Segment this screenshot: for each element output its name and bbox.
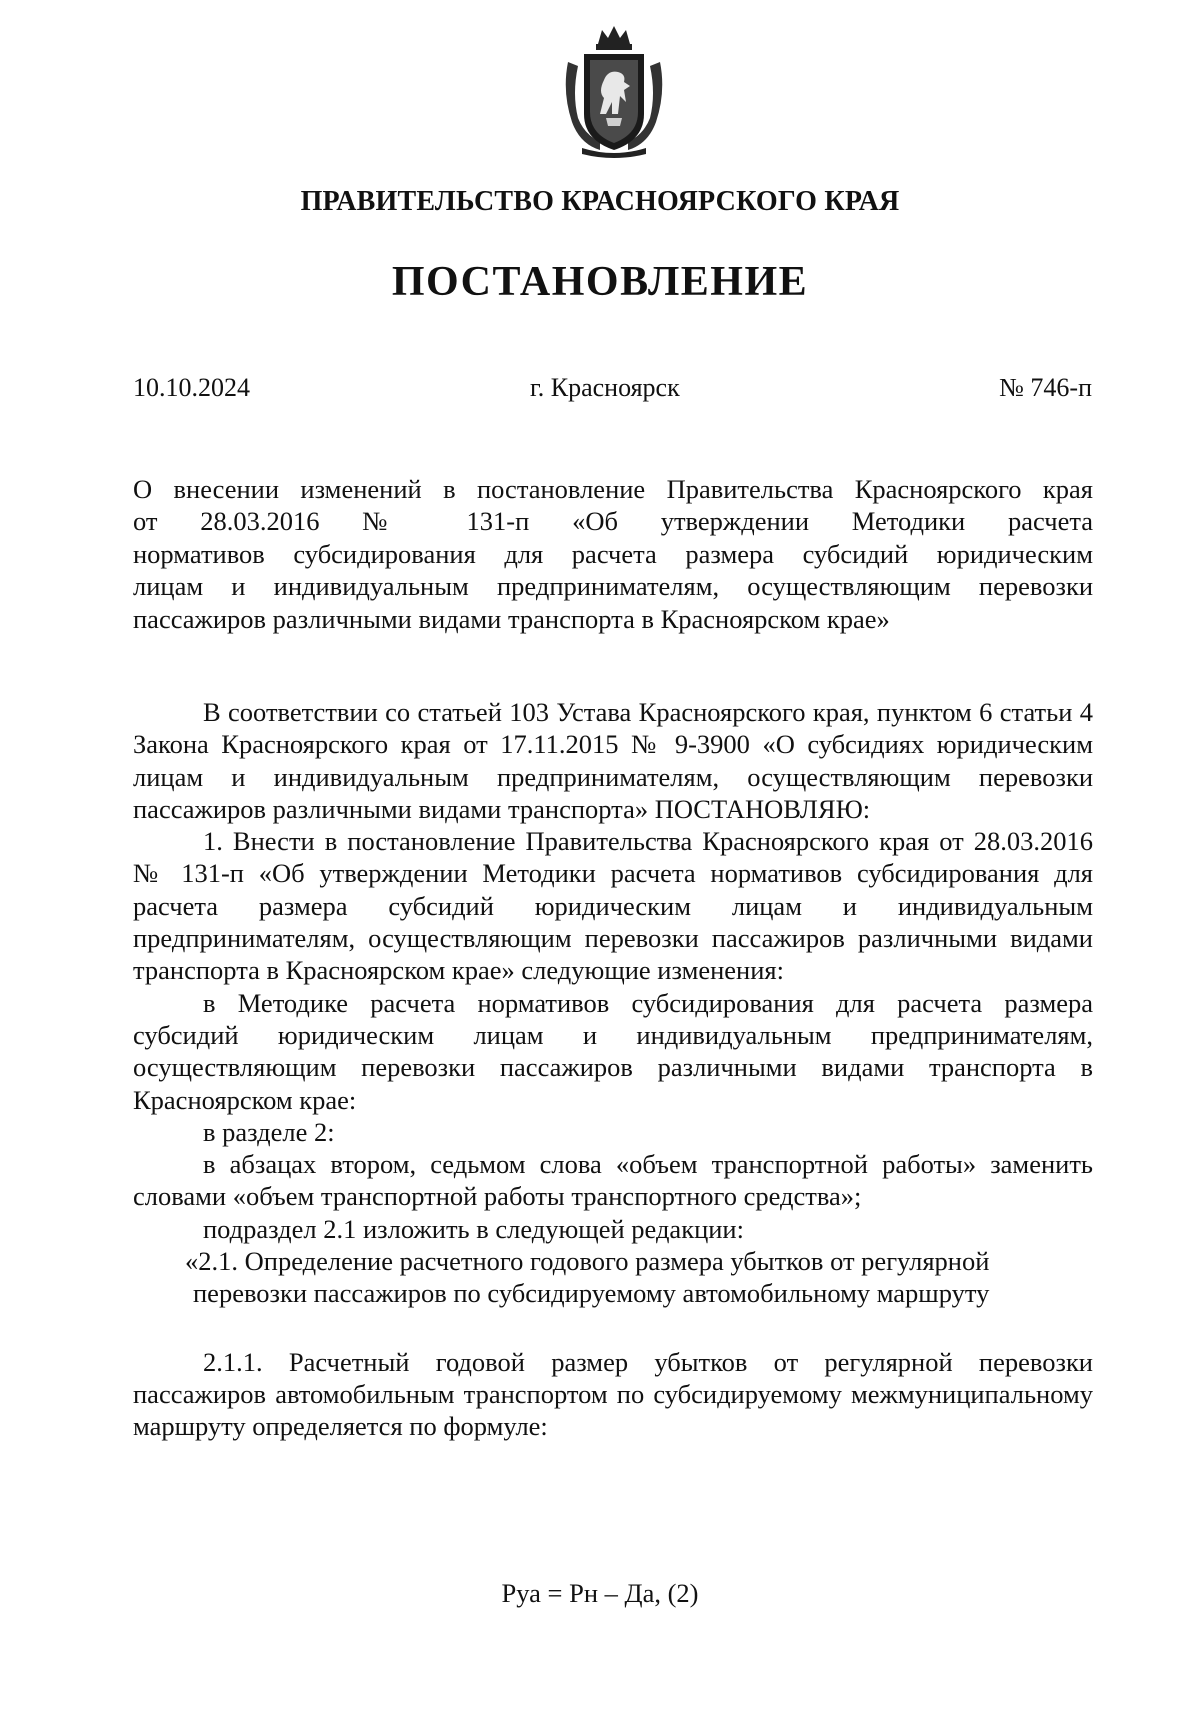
methodology-paragraph: в Методике расчета нормативов субсидирования для расчета размера субсидий юридическим лицам и индивидуальным предпринимателям, осуществляющим перевозки пассажиров различными видами транспорта в Красноярском крае:: [133, 987, 1093, 1115]
clause-2-1-1-paragraph: 2.1.1. Расчетный годовой размер убытков от регулярной перевозки пассажиров автомобильным транспортом по субсидируемому межмуниципальному маршруту определяется по формуле:: [133, 1346, 1093, 1442]
paragraphs-change-paragraph: в абзацах втором, седьмом слова «объем транспортной работы» заменить словами «объем транспортной работы транспортного средства»;: [133, 1149, 1093, 1212]
section-2-paragraph: в разделе 2:: [203, 1116, 335, 1147]
subject-line: нормативов субсидирования для расчета размера субсидий юридическим: [133, 538, 1093, 569]
document-body: [133, 696, 1093, 1443]
subsection-heading-line: «2.1. Определение расчетного годового размера убытков от регулярной: [185, 1246, 990, 1277]
spacer: [133, 1310, 1093, 1346]
document-type-title: ПОСТАНОВЛЕНИЕ: [391, 259, 809, 305]
document-city: г. Красноярск: [530, 373, 680, 402]
subject-line: О внесении изменений в постановление Правительства Красноярского края: [133, 474, 1093, 504]
document-date: 10.10.2024: [133, 373, 250, 402]
subsection-change-paragraph: подраздел 2.1 изложить в следующей редакции:: [203, 1213, 744, 1244]
subsection-heading: [133, 1245, 1085, 1310]
subject-line: от 28.03.2016 № 131-п «Об утверждении Методики расчета: [133, 506, 1093, 537]
subject-line: пассажиров различными видами транспорта в Красноярском крае»: [133, 603, 890, 634]
preamble-paragraph: В соответствии со статьей 103 Устава Красноярского края, пунктом 6 статьи 4 Закона Красноярского края от 17.11.2015 № 9-3900 «О субсидиях юридическим лицам и индивидуальным предпринимателям, осуществляющим перевозки пассажиров различными видами транспорта» ПОСТАНОВЛЯЮ:: [133, 697, 1093, 824]
formula: Руа = Рн – Да, (2): [501, 1578, 699, 1608]
document-number: № 746-п: [999, 373, 1092, 402]
government-title: ПРАВИТЕЛЬСТВО КРАСНОЯРСКОГО КРАЯ: [300, 186, 900, 217]
krasnoyarsk-coat-of-arms-icon: [560, 22, 668, 158]
subsection-heading-line: перевозки пассажиров по субсидируемому автомобильному маршруту: [193, 1278, 990, 1309]
document-subject: [133, 473, 1093, 635]
subject-line: лицам и индивидуальным предпринимателям, осуществляющим перевозки: [133, 571, 1093, 602]
item-1-paragraph: 1. Внести в постановление Правительства Красноярского края от 28.03.2016 № 131-п «Об утверждении Методики расчета нормативов субсидирования для расчета размера субсидий юридическим лицам и индивидуальным предпринимателям, осуществляющим перевозки пассажиров различными видами транспорта в Красноярском крае» следующие изменения:: [133, 826, 1093, 986]
